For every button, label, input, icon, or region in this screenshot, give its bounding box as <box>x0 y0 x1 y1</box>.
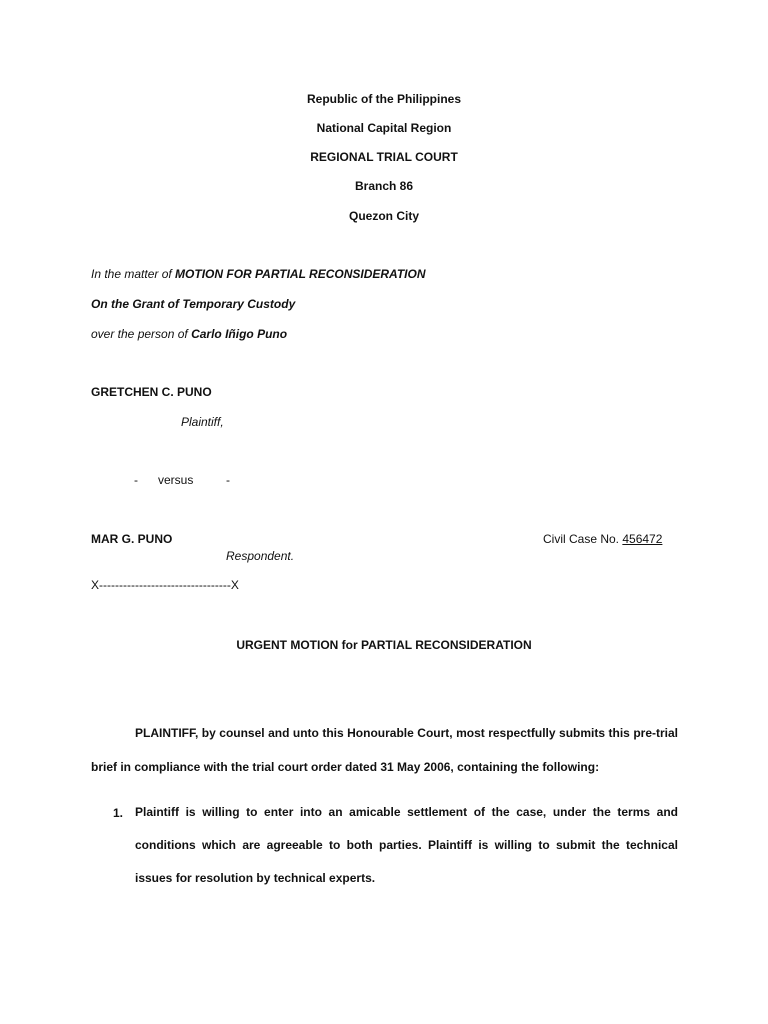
matter-line-3 <box>91 327 287 341</box>
header-court: REGIONAL TRIAL COURT <box>310 150 458 164</box>
matter-person: Carlo Iñigo Puno <box>191 327 288 341</box>
header-branch: Branch 86 <box>354 179 414 193</box>
respondent-role: Respondent. <box>226 549 295 563</box>
caption-separator: X---------------------------------X <box>91 578 239 592</box>
matter-prefix: In the matter of <box>91 267 176 281</box>
plaintiff-name: GRETCHEN C. PUNO <box>91 385 212 399</box>
matter-line-2: On the Grant of Temporary Custody <box>91 297 296 311</box>
intro-paragraph <box>91 716 678 784</box>
header-city: Quezon City <box>348 209 419 223</box>
versus-label: versus <box>158 473 194 487</box>
plaintiff-role: Plaintiff, <box>181 415 224 429</box>
case-number: 456472 <box>622 532 663 546</box>
header-region: National Capital Region <box>316 121 452 135</box>
motion-title: URGENT MOTION for PARTIAL RECONSIDERATION <box>236 638 532 652</box>
matter-title: MOTION FOR PARTIAL RECONSIDERATION <box>175 267 426 281</box>
header-republic: Republic of the Philippines <box>306 92 461 106</box>
respondent-name: MAR G. PUNO <box>91 532 173 546</box>
matter-person-prefix: over the person of <box>91 327 192 341</box>
case-label: Civil Case No. <box>543 532 623 546</box>
list-item-number: 1. <box>113 806 124 820</box>
versus-dash-right: - <box>226 473 230 487</box>
versus-dash-left: - <box>134 473 138 487</box>
list-item-text: Plaintiff is willing to enter into an amicable settlement of the case, under the terms and conditions which are agreeable to both parties. Plaintiff is willing to submit the technical issues for resolution by technical experts. <box>135 805 678 885</box>
intro-text: PLAINTIFF, by counsel and unto this Honourable Court, most respectfully submits this pre-trial brief in compliance with the trial court order dated 31 May 2006, containing the following: <box>91 726 678 774</box>
civil-case-number <box>543 532 662 546</box>
matter-line-1 <box>91 267 426 281</box>
